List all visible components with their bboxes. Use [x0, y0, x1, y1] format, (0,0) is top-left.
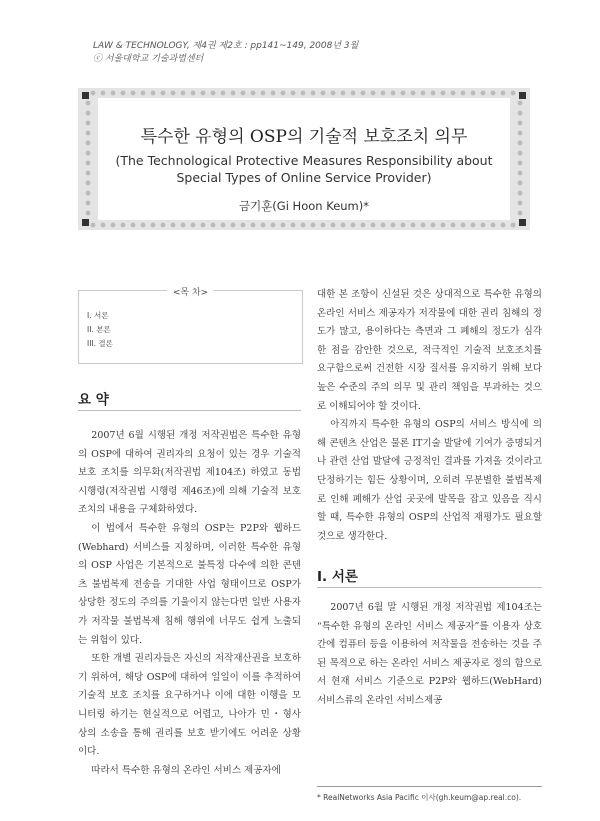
summary-body — [78, 427, 301, 780]
journal-copyright: ⓒ 서울대학교 기술과법센터 — [93, 54, 204, 64]
intro-heading: I. 서론 — [317, 569, 358, 585]
footnote-rule — [317, 786, 542, 787]
banner-corner-square — [519, 92, 526, 99]
banner-lace-bottom — [88, 220, 520, 230]
footnote: * RealNetworks Asia Pacific 이사(gh.keum@ap.real.co). — [317, 793, 522, 802]
table-of-contents — [78, 290, 303, 364]
summary-rule — [78, 410, 301, 411]
toc-item: II. 본론 — [87, 325, 111, 334]
paper-title-english — [78, 152, 530, 186]
body-paragraph: 아직까지 특수한 유형의 OSP의 서비스 방식에 의해 콘텐츠 산업은 물론 IT기술 발달에 기여가 증명되거나 관련 산업 발달에 긍정적인 결과를 가져올 것이라고 단정하기는 힘든 상황이며, 오히려 무분별한 불법복제로 인해 폐해가 산업 곳곳에 발목을 잡고 있음을 직시할 때, 특수한 유형의 OSP의 산업적 재평가도 필요할 것으로 생각한다. — [317, 419, 542, 542]
intro-paragraph: 2007년 6월 말 시행된 개정 저작권법 제104조는 “특수한 유형의 온라인 서비스 제공자”를 이용자 상호간에 컴퓨터 등을 이용하여 저작물을 전송하는 것을 주된 목적으로 하는 온라인 서비스 제공자로 정의 함으로서 현재 서비스 기준으로 P2P와 웹하드(WebHard) 서비스류의 온라인 서비스제공 — [317, 602, 542, 706]
toc-item: I. 서론 — [87, 311, 109, 320]
toc-item: III. 결론 — [87, 339, 113, 348]
paper-title-english-line1: (The Technological Protective Measures Responsibility about — [115, 153, 493, 168]
intro-rule — [317, 587, 542, 588]
summary-paragraph: 또한 개별 권리자들은 자신의 저작재산권을 보호하기 위하여, 해당 OSP에 대하여 일일이 이를 추적하여 기술적 보호 조치를 요구하거나 이에 대한 이행을 모니터링 하기는 현실적으로 어렵고, 나아가 민・형사 상의 소송을 통해 권리를 보호 받기에도 어려운 상황이다. — [78, 653, 301, 758]
paper-title-korean: 특수한 유형의 OSP의 기술적 보호조치 의무 — [140, 127, 468, 147]
journal-citation: LAW & TECHNOLOGY, 제4권 제2호 : pp141~149, 2008년 3월 — [93, 41, 359, 51]
paper-title-english-line2: Special Types of Online Service Provider) — [176, 170, 432, 185]
toc-heading — [79, 285, 302, 298]
intro-body — [317, 599, 542, 711]
summary-paragraph: 따라서 특수한 유형의 온라인 서비스 제공자에 — [91, 764, 281, 776]
journal-info — [93, 40, 358, 66]
body-paragraph: 대한 본 조항이 신설된 것은 상대적으로 특수한 유형의 온라인 서비스 제공자가 저작물에 대한 권리 침해의 정도가 많고, 용이하다는 측면과 그 폐해의 정도가 심각한 점을 감안한 것으로, 적극적인 기술적 보호조치를 요구함으로써 건전한 시장 질서를 유지하기 위해 보다 높은 수준의 주의 의무 및 관리 책임을 부과하는 것으로 이해되어야 할 것이다. — [317, 289, 542, 412]
summary-paragraph: 2007년 6월 시행된 개정 저작권법은 특수한 유형의 OSP에 대하여 권리자의 요청이 있는 경우 기술적 보호 조치를 의무화(저작권법 제104조) 하였고 동법 시행령(저작권법 시행령 제46조)에 의해 기술적 보호조치의 내용을 구체화하였다. — [78, 430, 301, 516]
banner-lace-top — [88, 88, 520, 98]
toc-items — [87, 309, 113, 351]
banner-corner-square — [519, 219, 526, 226]
toc-heading-text: <목 차> — [167, 288, 214, 298]
summary-paragraph: 이 법에서 특수한 유형의 OSP는 P2P와 웹하드(Webhard) 서비스를 지칭하며, 이러한 특수한 유형의 OSP 사업은 기본적으로 불특정 다수에 의한 콘텐츠 불법복제 전송을 기대한 사업 형태이므로 OSP가 상당한 정도의 주의를 기울이지 않는다면 일반 사용자가 저작물 불법복제 침해 행위에 너무도 쉽게 노출되는 위험이 있다. — [78, 522, 301, 646]
right-column-body — [317, 286, 542, 546]
banner-corner-square — [82, 92, 89, 99]
banner-corner-square — [82, 219, 89, 226]
summary-heading: 요 약 — [78, 392, 109, 408]
author: 금기훈(Gi Hoon Keum)* — [238, 199, 369, 213]
